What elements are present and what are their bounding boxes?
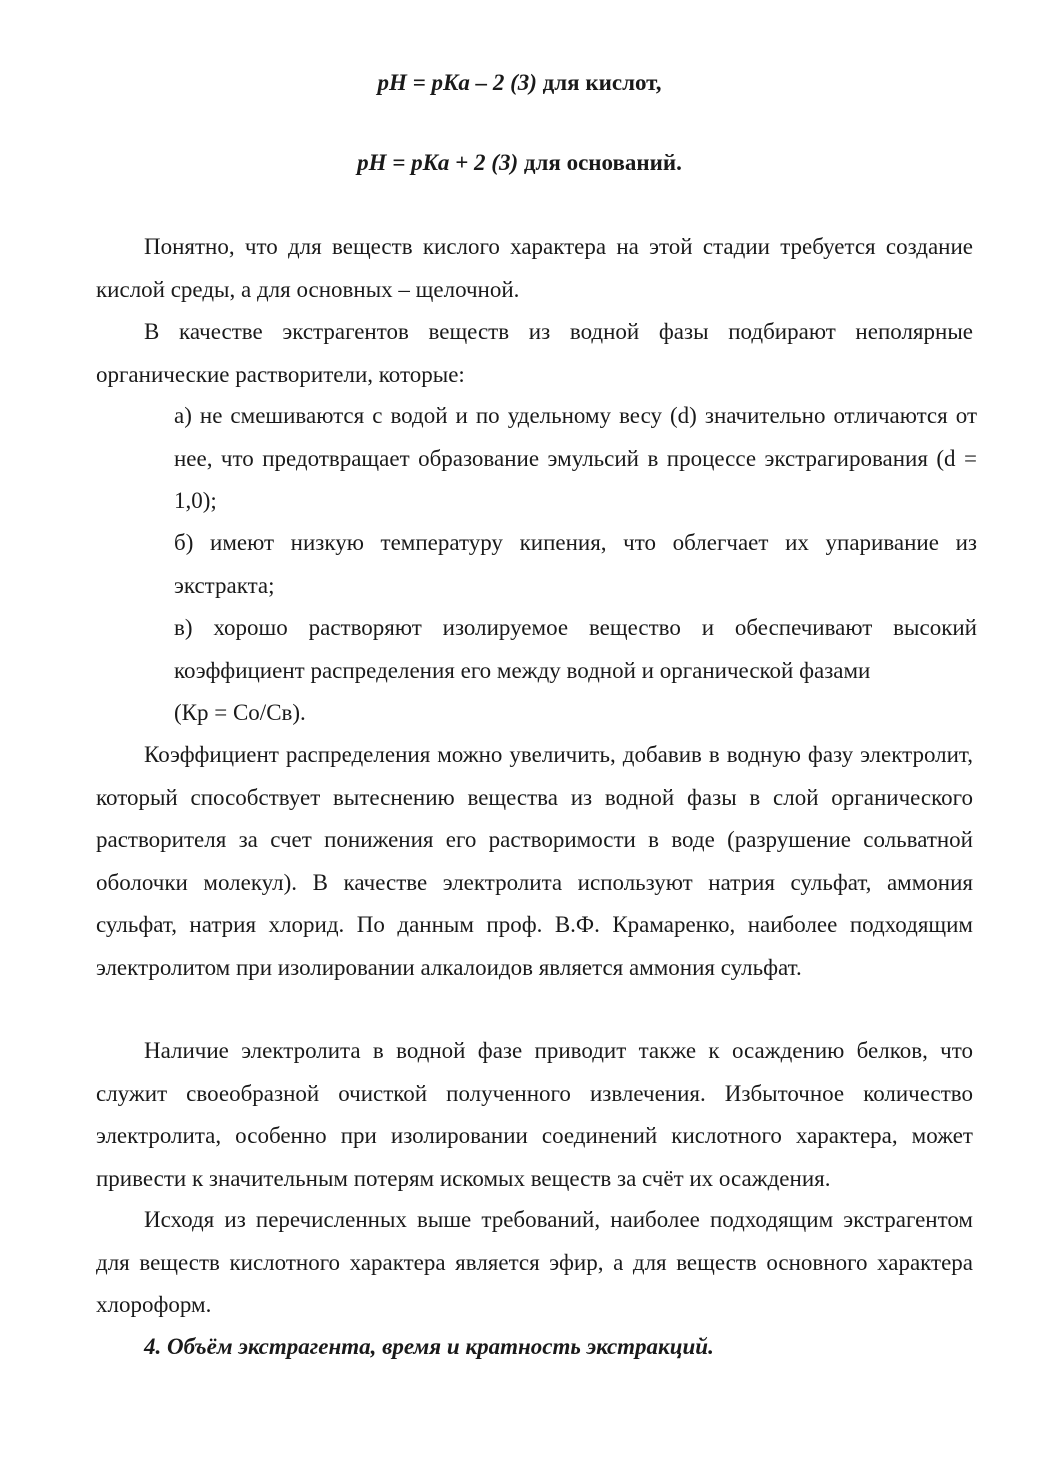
paragraph-acid-medium: Понятно, что для веществ кислого характера на этой стадии требуется создание кислой среды, а для основных – щелочной.: [96, 234, 973, 302]
paragraph-extractants-intro: В качестве экстрагентов веществ из водной фазы подбирают неполярные органические растворители, которые:: [96, 319, 973, 387]
formula-acid-label: для кислот,: [536, 70, 662, 95]
paragraph-extractant-choice: Исходя из перечисленных выше требований, наиболее подходящим экстрагентом для веществ кислотного характера является эфир, а для веществ основного характера хлороформ.: [96, 1207, 973, 1317]
formula-base-label: для оснований.: [518, 150, 682, 175]
formula-acid: [0, 68, 1039, 98]
list-item-c-formula: (Кр = Со/Св).: [174, 700, 306, 725]
formula-base-expression: pH = pKa + 2 (3): [357, 150, 519, 175]
formula-base: [0, 148, 1039, 178]
list-item-c: [174, 607, 977, 735]
formula-acid-expression: pH = pKa – 2 (3): [377, 70, 537, 95]
list-item-a: а) не смешиваются с водой и по удельному весу (d) значительно отличаются от нее, что предотвращает образование эмульсий в процессе экстрагирования (d = 1,0);: [174, 403, 977, 513]
paragraph-electrolyte-effect: Наличие электролита в водной фазе приводит также к осаждению белков, что служит своеобразной очисткой полученного извлечения. Избыточное количество электролита, особенно при изолировании соединений кислотного характера, может привести к значительным потерям искомых веществ за счёт их осаждения.: [96, 1038, 973, 1191]
list-item-c-text: в) хорошо растворяют изолируемое вещество и обеспечивают высокий коэффициент распределения его между водной и органической фазами: [174, 615, 977, 683]
list-item-b: б) имеют низкую температуру кипения, что облегчает их упаривание из экстракта;: [174, 530, 977, 598]
section-heading: 4. Объём экстрагента, время и кратность экстракций.: [144, 1334, 714, 1359]
paragraph-distribution-coefficient: Коэффициент распределения можно увеличить, добавив в водную фазу электролит, который способствует вытеснению вещества из водной фазы в слой органического растворителя за счет понижения его растворимости в воде (разрушение сольватной оболочки молекул). В качестве электролита используют натрия сульфат, аммония сульфат, натрия хлорид. По данным проф. В.Ф. Крамаренко, наиболее подходящим электролитом при изолировании алкалоидов является аммония сульфат.: [96, 742, 973, 980]
